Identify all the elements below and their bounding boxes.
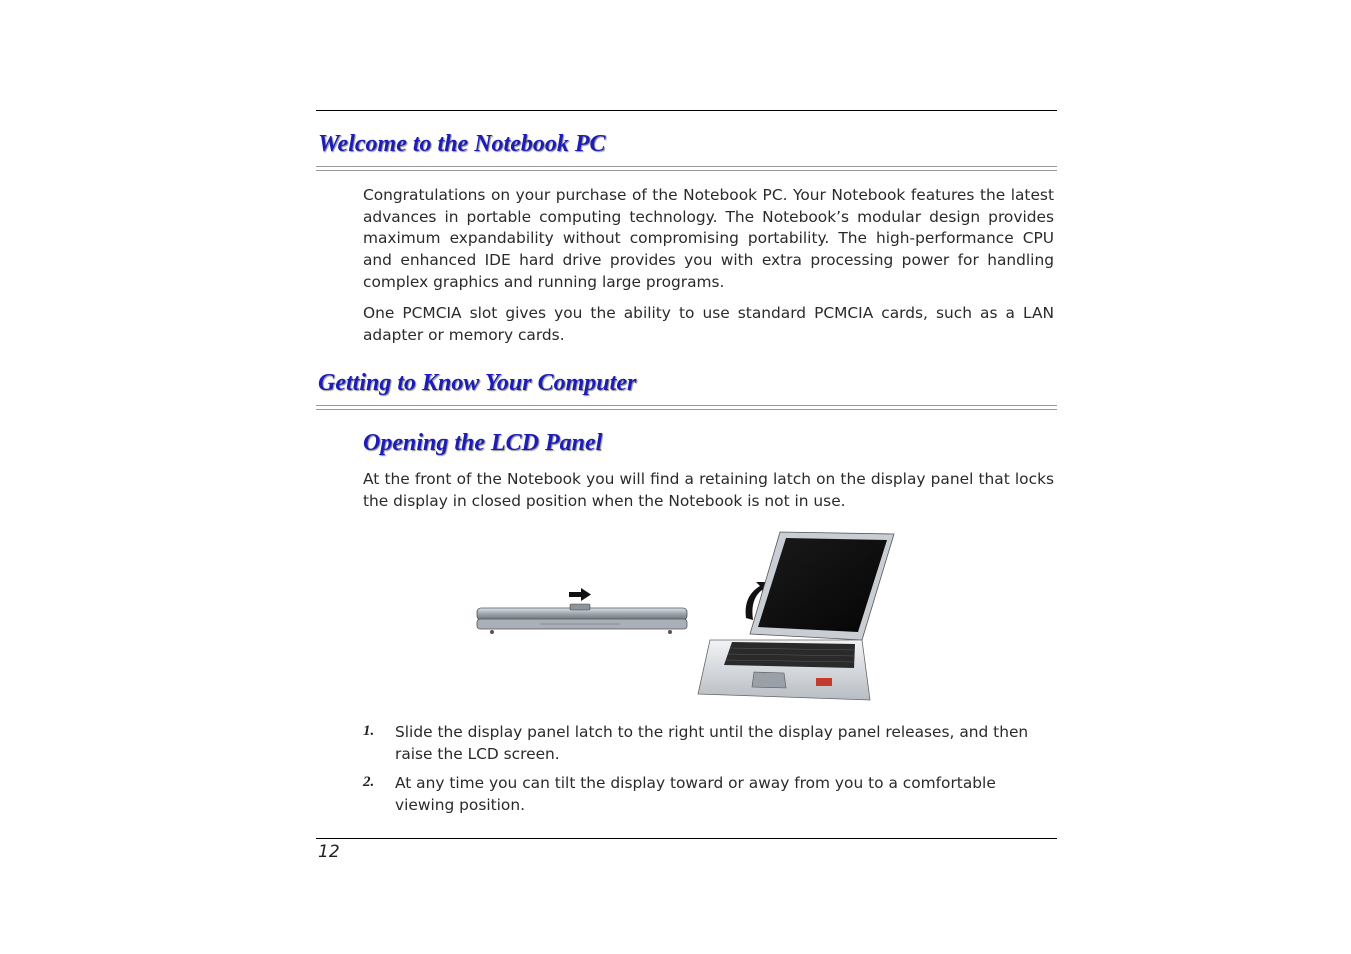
notebook-illustration: [470, 528, 900, 708]
opening-lcd-paragraph: At the front of the Notebook you will find a retaining latch on the display panel that locks the display in closed position when the Notebook is not in use.: [363, 470, 1054, 510]
footer-rule: [316, 838, 1057, 839]
welcome-paragraph-1: Congratulations on your purchase of the Notebook PC. Your Notebook features the latest advances in portable computing technology. The Notebook’s modular design provides maximum expandability without compromising portability. The high-performance CPU and enhanced IDE hard drive provides you with extra processing power for handling complex graphics and running large programs.: [363, 186, 1054, 291]
step-number: 2.: [363, 774, 375, 790]
page-number: 12: [318, 842, 340, 862]
section-title-getting-to-know: Getting to Know Your Computer: [318, 370, 637, 396]
closed-notebook: [477, 604, 687, 634]
arrow-right-icon: [569, 588, 591, 601]
header-rule: [316, 110, 1057, 111]
subsection-title-opening-lcd: Opening the LCD Panel: [363, 430, 603, 456]
step-text: At any time you can tilt the display toward or away from you to a comfortable viewing position.: [395, 774, 996, 814]
welcome-paragraph-2: One PCMCIA slot gives you the ability to use standard PCMCIA cards, such as a LAN adapter or memory cards.: [363, 304, 1054, 344]
step-text: Slide the display panel latch to the right until the display panel releases, and then raise the LCD screen.: [395, 723, 1029, 763]
open-notebook: [698, 532, 894, 700]
section-rule-getting-to-know: [316, 405, 1057, 410]
step-number: 1.: [363, 723, 375, 739]
section-title-welcome: Welcome to the Notebook PC: [318, 131, 606, 157]
section-rule-welcome: [316, 166, 1057, 171]
